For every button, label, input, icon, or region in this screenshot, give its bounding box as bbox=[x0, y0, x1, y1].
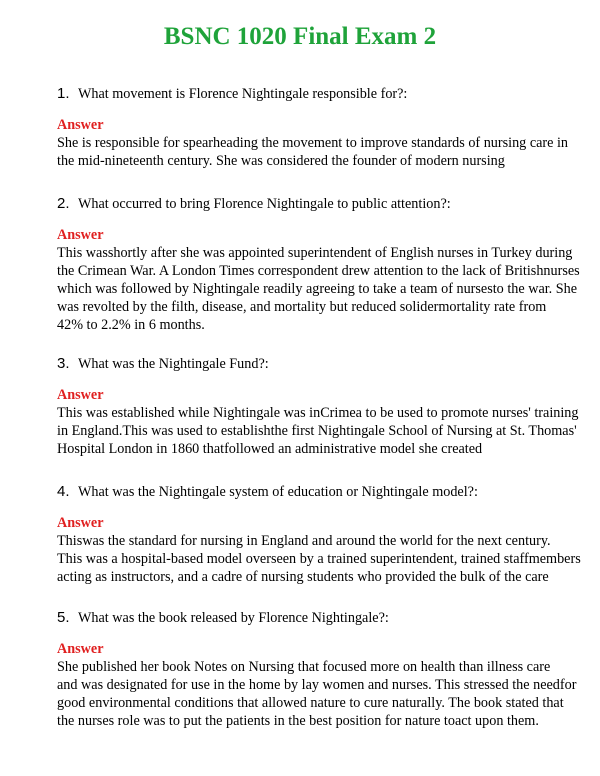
qa-item-1 bbox=[57, 84, 569, 170]
question-3 bbox=[57, 354, 557, 374]
answer-line: Thiswas the standard for nursing in England and around the world for the next century. bbox=[57, 533, 551, 549]
question-number: 5. bbox=[57, 609, 70, 626]
document-title: BSNC 1020 Final Exam 2 bbox=[163, 23, 437, 50]
question-number: 1. bbox=[57, 85, 70, 102]
question-text: What occurred to bring Florence Nightingale to public attention?: bbox=[78, 196, 451, 212]
answer-line: which was followed by Nightingale readily agreeing to take a team of nursesto the war. She bbox=[57, 281, 578, 297]
answer-line: in England.This was used to establishthe first Nightingale School of Nursing at St. Thomas' bbox=[57, 423, 577, 439]
answer-line: acting as instructors, and a cadre of nursing students who provided the bulk of the care bbox=[57, 569, 549, 585]
question-number: 2. bbox=[57, 195, 70, 212]
answer-label: Answer bbox=[57, 387, 104, 403]
question-5 bbox=[57, 608, 557, 628]
answer-line: She published her book Notes on Nursing that focused more on health than illness care bbox=[57, 659, 551, 675]
question-1 bbox=[57, 84, 557, 104]
question-text: What was the Nightingale Fund?: bbox=[78, 356, 269, 372]
answer-line: the mid-nineteenth century. She was considered the founder of modern nursing bbox=[57, 153, 505, 169]
answer-line: This wasshortly after she was appointed superintendent of English nurses in Turkey during bbox=[57, 245, 573, 261]
answer-line: She is responsible for spearheading the movement to improve standards of nursing care in bbox=[57, 135, 569, 151]
answer-line: This was established while Nightingale was inCrimea to be used to promote nurses' training bbox=[57, 405, 579, 421]
answer-label: Answer bbox=[57, 641, 104, 657]
answer-line: 42% to 2.2% in 6 months. bbox=[57, 317, 205, 333]
answer-label: Answer bbox=[57, 117, 104, 133]
answer-line: was revolted by the filth, disease, and mortality but reduced solidermortality rate from bbox=[57, 299, 547, 315]
question-4 bbox=[57, 482, 557, 502]
answer-line: good environmental conditions that allowed nature to cure naturally. The book stated that bbox=[57, 695, 564, 711]
qa-item-4 bbox=[57, 482, 581, 586]
question-number: 3. bbox=[57, 355, 70, 372]
question-text: What was the book released by Florence Nightingale?: bbox=[78, 610, 389, 626]
qa-item-3 bbox=[57, 354, 579, 458]
question-text: What movement is Florence Nightingale responsible for?: bbox=[78, 86, 408, 102]
question-number: 4. bbox=[57, 483, 70, 500]
answer-line: the Crimean War. A London Times correspondent drew attention to the lack of Britishnurses bbox=[57, 263, 580, 279]
answer-line: Hospital London in 1860 thatfollowed an administrative model she created bbox=[57, 441, 483, 457]
answer-line: and was designated for use in the home by lay women and nurses. This stressed the needfor bbox=[57, 677, 577, 693]
question-2 bbox=[57, 194, 557, 214]
qa-item-2 bbox=[57, 194, 580, 334]
answer-line: the nurses role was to put the patients in the best position for nature toact upon them. bbox=[57, 713, 539, 729]
question-text: What was the Nightingale system of education or Nightingale model?: bbox=[78, 484, 478, 500]
answer-line: This was a hospital-based model overseen by a trained superintendent, trained staffmembers bbox=[57, 551, 581, 567]
qa-item-5 bbox=[57, 608, 577, 730]
answer-label: Answer bbox=[57, 515, 104, 531]
answer-label: Answer bbox=[57, 227, 104, 243]
